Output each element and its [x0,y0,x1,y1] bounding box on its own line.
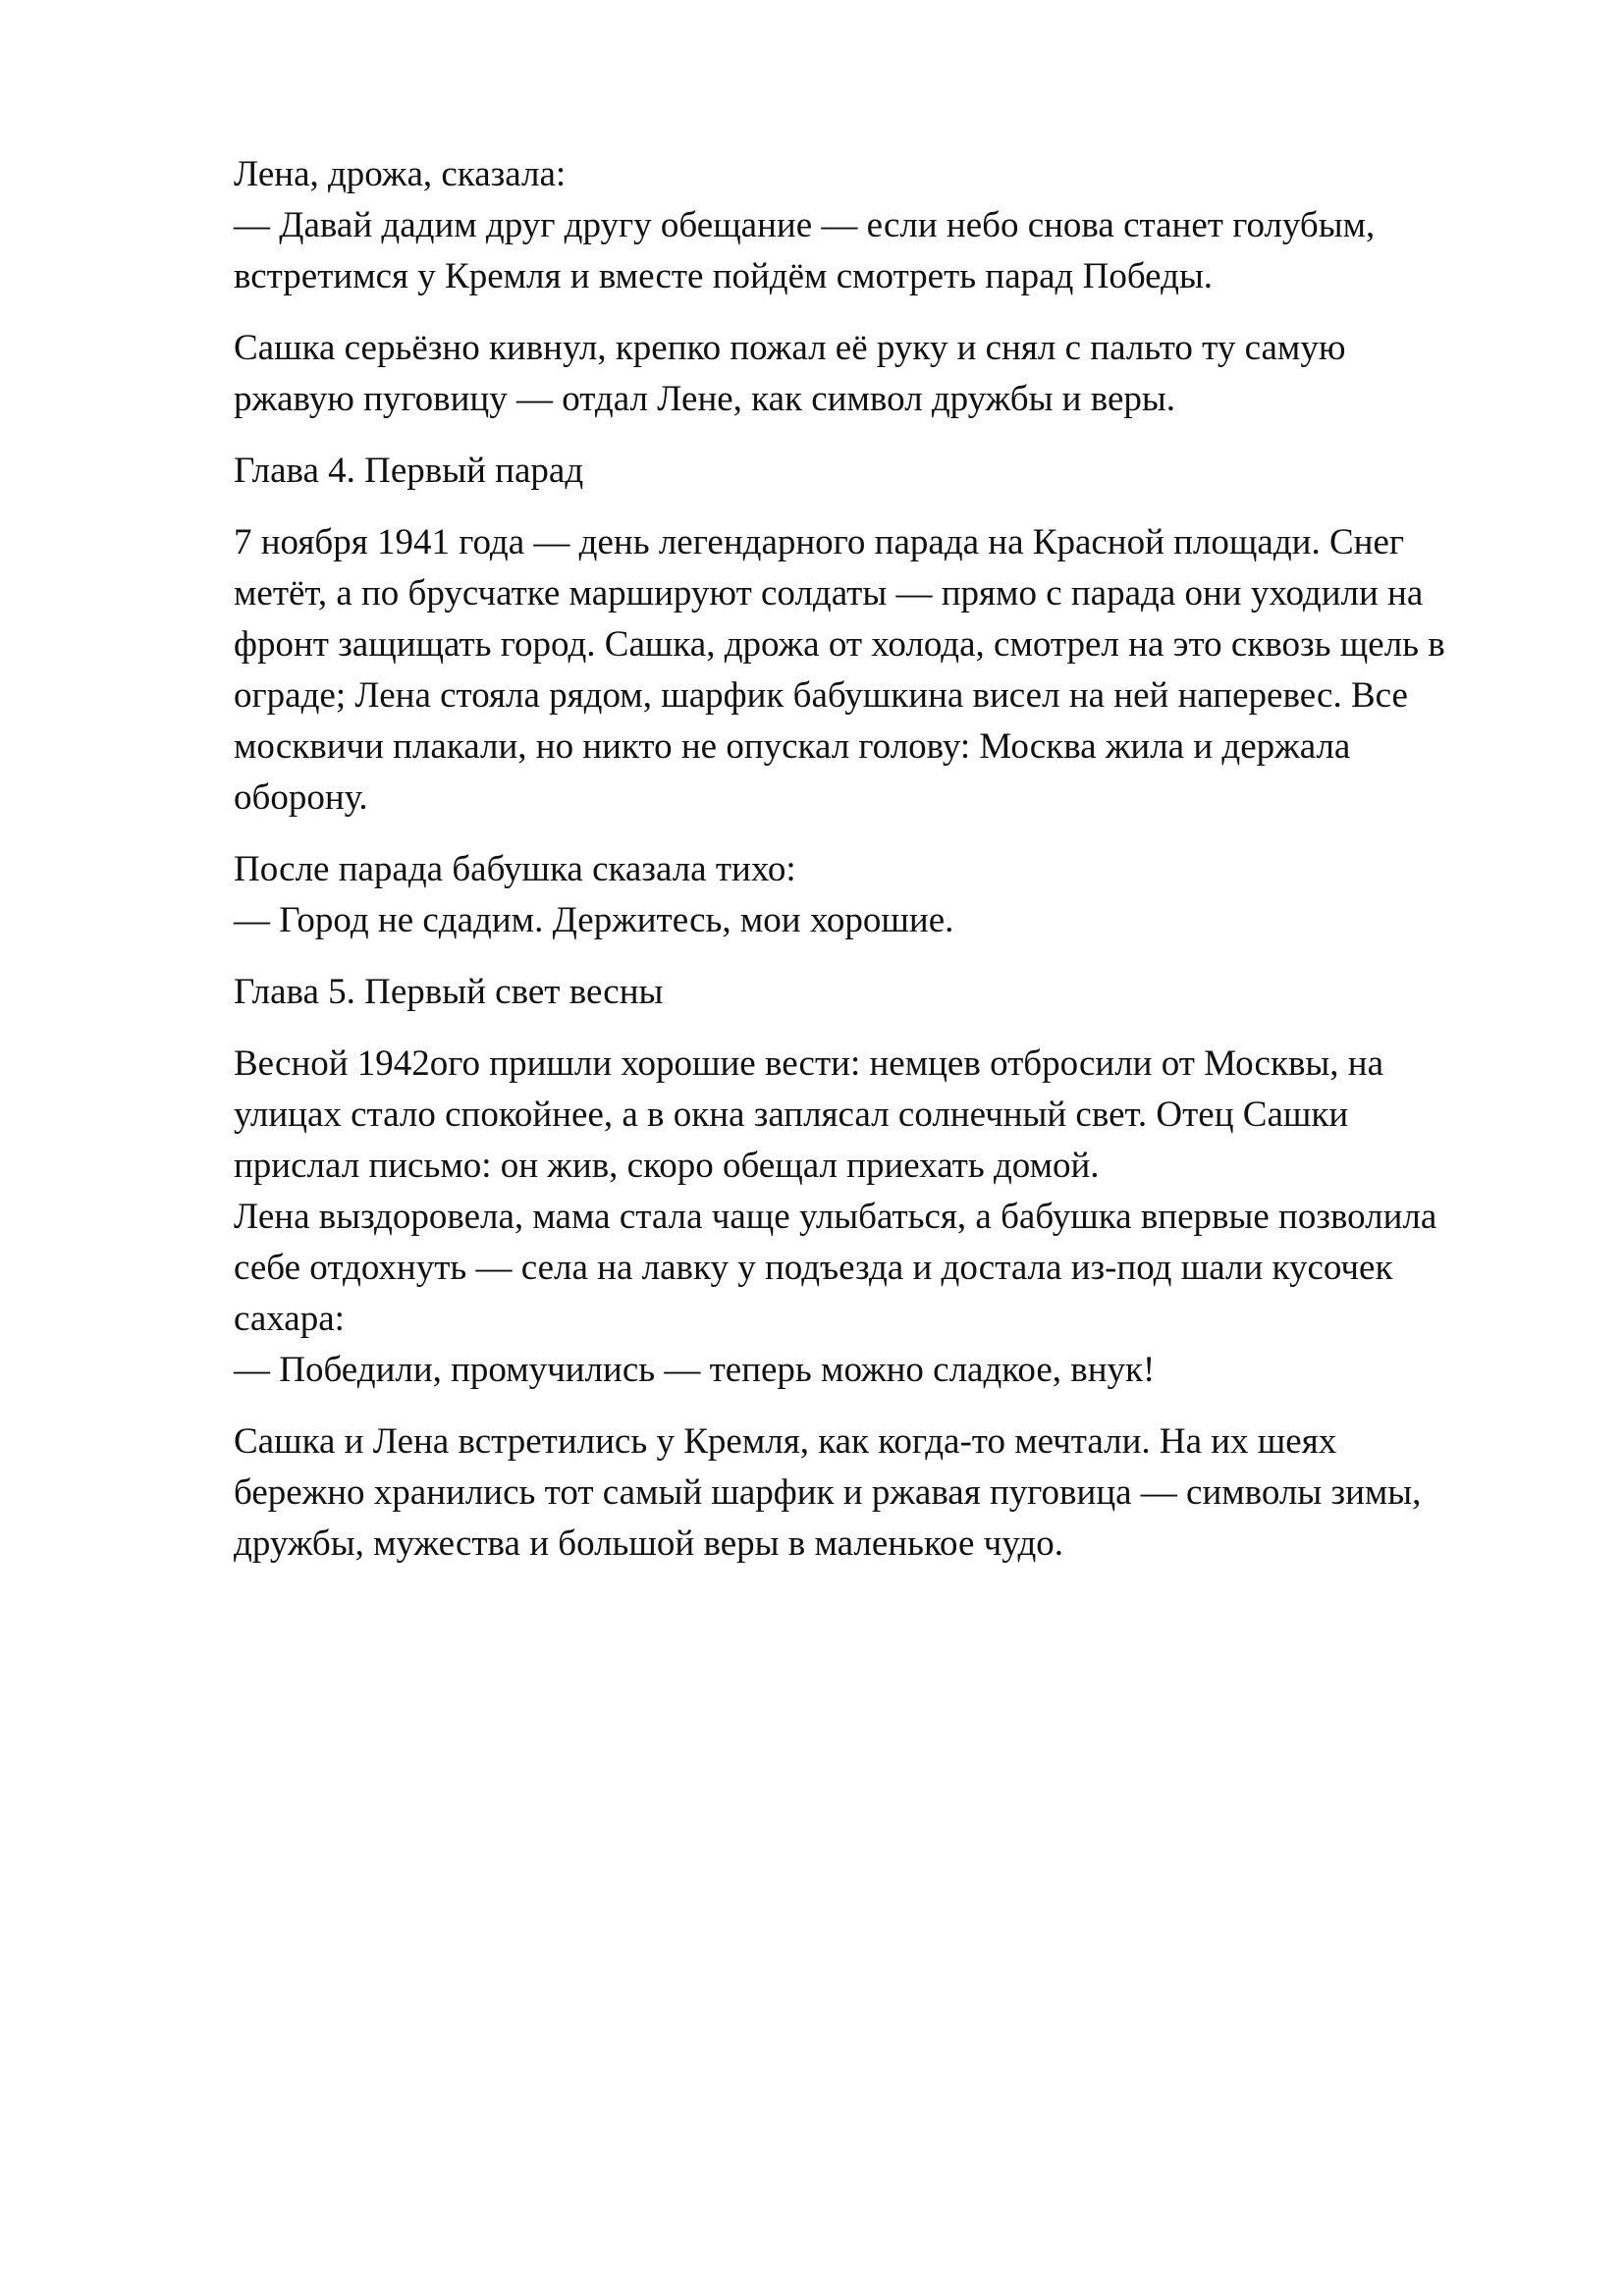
text-line: оборону. [234,777,368,818]
text-line: улицах стало спокойнее, а в окна заплясал солнечный свет. Отец Сашки [234,1095,1349,1135]
text-line: ржавую пуговицу — отдал Лене, как символ дружбы и веры. [234,379,1176,419]
text-line: Лена выздоровела, мама стала чаще улыбаться, а бабушка впервые позволила [234,1197,1437,1237]
document-body [234,149,1535,1590]
text-line: прислал письмо: он жив, скоро обещал приехать домой. [234,1146,1100,1186]
text-line: Сашка серьёзно кивнул, крепко пожал её руку и снял с пальто ту самую [234,328,1346,368]
paragraph-kremlin-meeting [234,1416,1535,1570]
chapter-4-heading [234,446,1535,497]
text-line: После парада бабушка сказала тихо: [234,849,796,889]
text-line: Сашка и Лена встретились у Кремля, как когда-то мечтали. На их шеях [234,1421,1337,1462]
chapter-5-heading [234,967,1535,1018]
text-line: сахара: [234,1299,345,1339]
text-line: — Победили, промучились — теперь можно сладкое, внук! [234,1350,1156,1390]
text-line: встретимся у Кремля и вместе пойдём смотреть парад Победы. [234,256,1214,296]
chapter-title: Глава 5. Первый свет весны [234,972,664,1012]
text-line: Лена, дрожа, сказала: [234,154,567,194]
text-line: себе отдохнуть — села на лавку у подъезда и достала из-под шали кусочек [234,1248,1393,1288]
chapter-title: Глава 4. Первый парад [234,451,584,491]
text-line: метёт, а по брусчатке маршируют солдаты — прямо с парада они уходили на [234,573,1424,614]
text-line: 7 ноября 1941 года — день легендарного парада на Красной площади. Снег [234,522,1405,562]
text-line: — Давай дадим друг другу обещание — если небо снова станет голубым, [234,205,1376,245]
text-line: фронт защищать город. Сашка, дрожа от холода, смотрел на это сквозь щель в [234,624,1445,665]
paragraph-grandma-words [234,844,1535,946]
text-line: бережно хранились тот самый шарфик и ржавая пуговица — символы зимы, [234,1472,1422,1513]
text-line: — Город не сдадим. Держитесь, мои хорошие. [234,900,954,940]
text-line: Весной 1942ого пришли хорошие вести: немцев отбросили от Москвы, на [234,1043,1384,1084]
text-line: дружбы, мужества и большой веры в маленькое чудо. [234,1523,1064,1564]
text-line: москвичи плакали, но никто не опускал голову: Москва жила и держала [234,726,1351,767]
text-line: ограде; Лена стояла рядом, шарфик бабушкина висел на ней наперевес. Все [234,675,1408,716]
paragraph-button-gift [234,323,1535,425]
paragraph-spring [234,1039,1535,1396]
paragraph-parade [234,517,1535,824]
paragraph-lena-promise [234,149,1535,302]
